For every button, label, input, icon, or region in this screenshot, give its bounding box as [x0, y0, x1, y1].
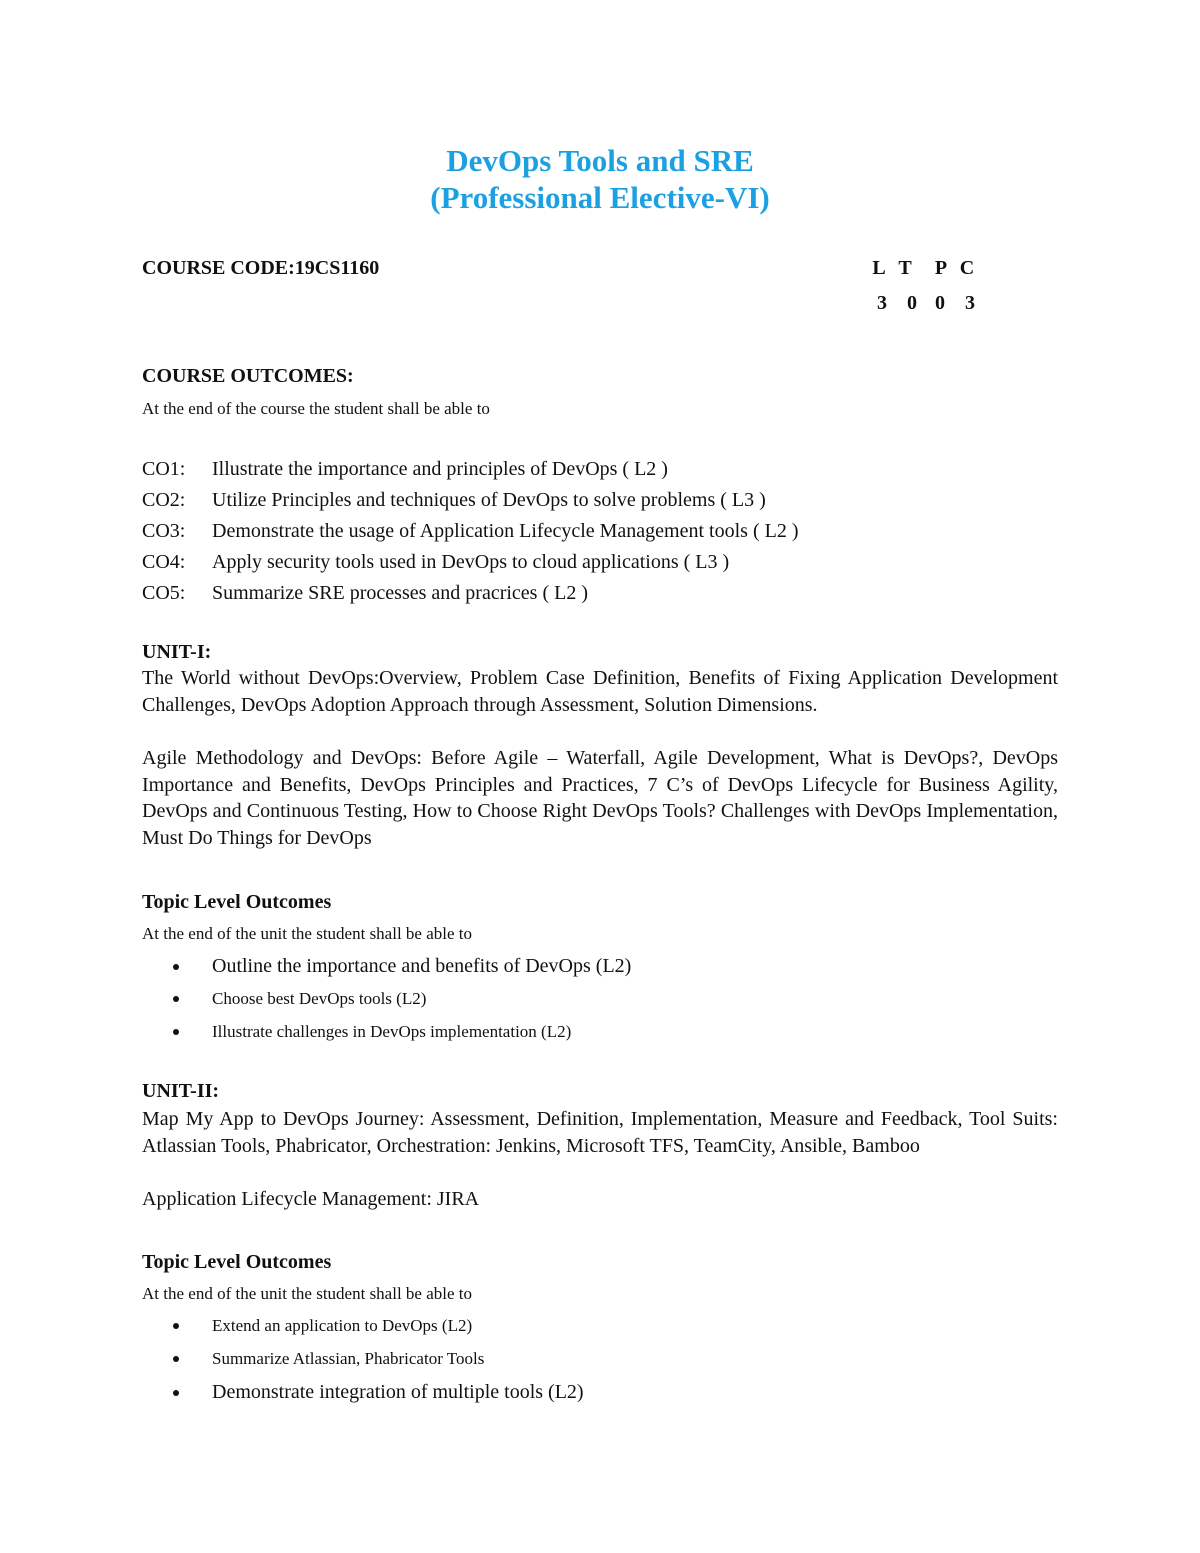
list-item-text: Choose best DevOps tools (L2) — [212, 989, 427, 1008]
outcome-item — [142, 580, 588, 606]
list-item — [170, 1379, 584, 1412]
unit-1-tlo-intro: At the end of the unit the student shall be able to — [142, 924, 473, 943]
ltpc-value-t: 0 — [907, 292, 917, 314]
list-item — [170, 1346, 584, 1379]
outcome-item — [142, 518, 798, 544]
outcome-code: CO1: — [142, 458, 186, 480]
list-item — [170, 1313, 584, 1346]
outcome-text: Summarize SRE processes and pracrices ( L2 ) — [212, 582, 588, 604]
list-item — [170, 953, 631, 986]
unit-1-paragraph-2: Agile Methodology and DevOps: Before Agile – Waterfall, Agile Development, What is DevOps?, DevOps Importance and Benefits, DevOps Principles and Practices, 7 C’s of DevOps Lifecycle for Business Agility, DevOps and Continuous Testing, How to Choose Right DevOps Tools? Challenges with DevOps Implementation, Must Do Things for DevOps — [142, 747, 1058, 849]
outcomes-intro: At the end of the course the student shall be able to — [142, 399, 490, 418]
bullet-icon — [173, 1029, 179, 1035]
bullet-icon — [173, 964, 179, 970]
ltpc-label-c: C — [959, 257, 975, 279]
course-code: COURSE CODE:19CS1160 — [142, 257, 380, 279]
outcome-text: Illustrate the importance and principles of DevOps ( L2 ) — [212, 458, 668, 480]
list-item — [170, 1019, 631, 1052]
unit-1-paragraph-1: The World without DevOps:Overview, Problem Case Definition, Benefits of Fixing Application Development Challenges, DevOps Adoption Approach through Assessment, Solution Dimensions. — [142, 667, 1058, 716]
unit-2-tlo-list — [170, 1313, 584, 1412]
outcome-item — [142, 456, 668, 482]
unit-2-heading: UNIT-II: — [142, 1080, 220, 1102]
bullet-icon — [173, 1390, 179, 1396]
outcome-item — [142, 487, 766, 513]
ltpc-value-l: 3 — [877, 292, 887, 314]
outcome-code: CO3: — [142, 520, 186, 542]
unit-2-paragraph-1: Map My App to DevOps Journey: Assessment, Definition, Implementation, Measure and Feedback, Tool Suits: Atlassian Tools, Phabricator, Orchestration: Jenkins, Microsoft TFS, TeamCity, Ansible, Bamboo — [142, 1108, 1058, 1157]
bullet-icon — [173, 1356, 179, 1362]
bullet-icon — [173, 1323, 179, 1329]
unit-2-tlo-heading: Topic Level Outcomes — [142, 1251, 332, 1273]
course-subtitle: (Professional Elective-VI) — [430, 180, 770, 215]
unit-2-tlo-intro: At the end of the unit the student shall be able to — [142, 1284, 473, 1303]
list-item-text: Outline the importance and benefits of DevOps (L2) — [212, 955, 632, 977]
ltpc-value-c: 3 — [965, 292, 975, 314]
outcome-code: CO5: — [142, 582, 186, 604]
outcome-code: CO2: — [142, 489, 186, 511]
outcome-text: Apply security tools used in DevOps to cloud applications ( L3 ) — [212, 551, 730, 573]
list-item-text: Illustrate challenges in DevOps implementation (L2) — [212, 1022, 572, 1041]
unit-2-paragraph-2: Application Lifecycle Management: JIRA — [142, 1188, 480, 1210]
ltpc-value-p: 0 — [935, 292, 945, 314]
ltpc-values — [866, 291, 986, 315]
ltpc-label-p: P — [934, 257, 948, 279]
outcome-text: Demonstrate the usage of Application Lifecycle Management tools ( L2 ) — [212, 520, 799, 542]
outcomes-heading: COURSE OUTCOMES: — [142, 365, 354, 387]
outcome-item — [142, 549, 729, 575]
outcome-code: CO4: — [142, 551, 186, 573]
list-item-text: Demonstrate integration of multiple tools (L2) — [212, 1381, 584, 1403]
ltpc-labels — [866, 256, 986, 280]
bullet-icon — [173, 996, 179, 1002]
list-item — [170, 986, 631, 1019]
ltpc-label-l: L — [872, 257, 886, 279]
ltpc-label-t: T — [898, 257, 912, 279]
list-item-text: Summarize Atlassian, Phabricator Tools — [212, 1349, 485, 1368]
outcome-text: Utilize Principles and techniques of DevOps to solve problems ( L3 ) — [212, 489, 766, 511]
unit-1-tlo-list — [170, 953, 631, 1052]
unit-1-tlo-heading: Topic Level Outcomes — [142, 891, 332, 913]
unit-1-heading: UNIT-I: — [142, 641, 212, 663]
list-item-text: Extend an application to DevOps (L2) — [212, 1316, 473, 1335]
course-title: DevOps Tools and SRE — [446, 143, 754, 178]
